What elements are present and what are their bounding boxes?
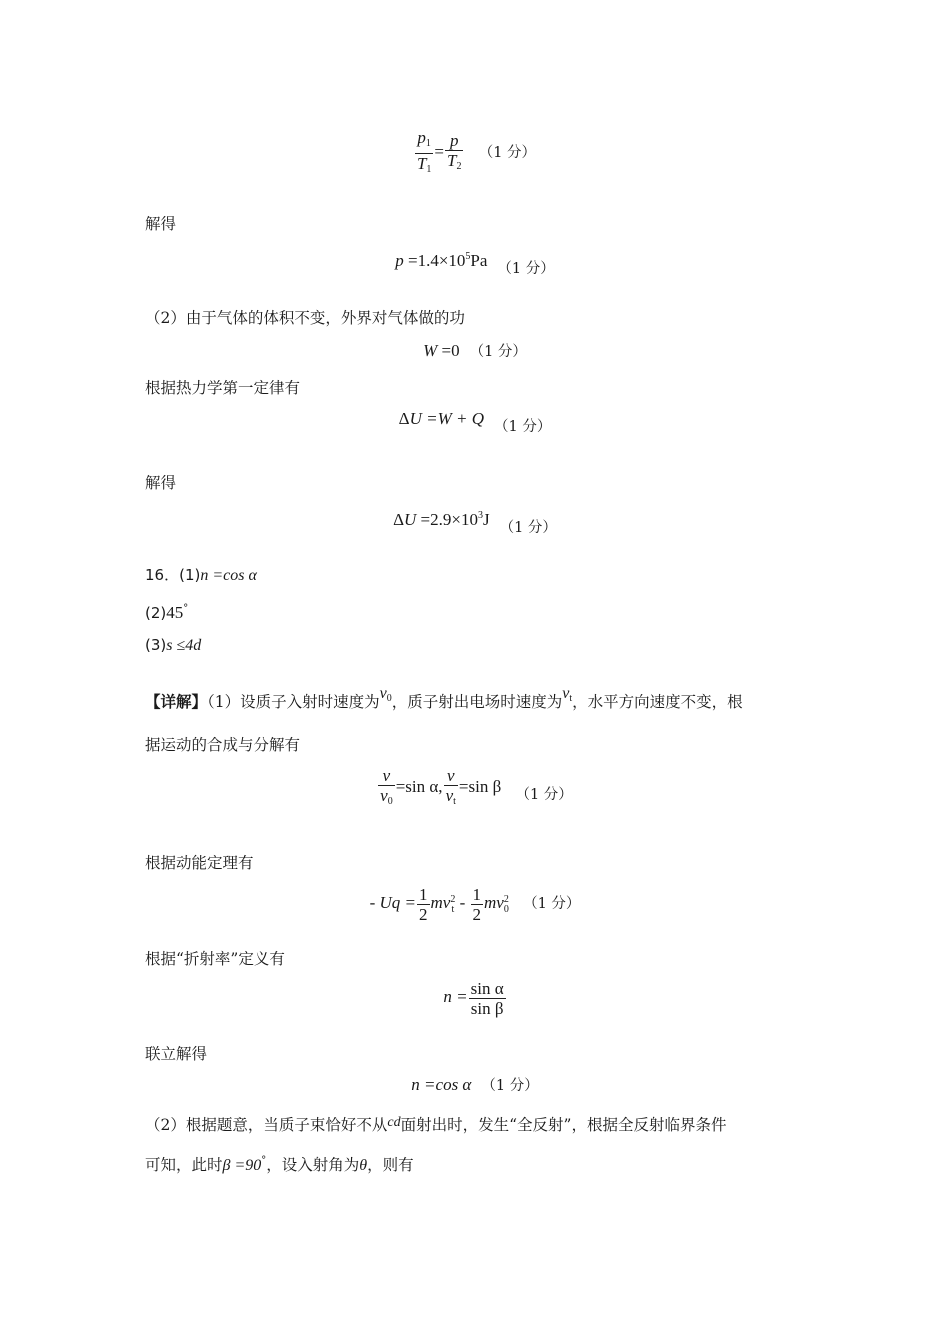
- score-label: （1 分）: [469, 344, 527, 360]
- score-label: （1 分）: [497, 261, 555, 277]
- score-label: （1 分）: [481, 1078, 539, 1094]
- q16-answer-2: (2)45°: [145, 603, 189, 622]
- equation-ideal-gas: $\frac{p_1}{T_1}$ = $\frac{p}{T_2}$ （1 分）: [0, 128, 950, 179]
- equation-sin: $\frac{v}{v_0}$ =sin α, $\frac{v}{v_t}$ =sin β （1 分）: [0, 766, 950, 811]
- fraction-p-t2: $\frac{p}{T_2}$: [447, 131, 462, 172]
- score-label: （1 分）: [515, 787, 573, 804]
- score-label: （1 分）: [523, 896, 581, 913]
- text-part2-intro: （2）由于气体的体积不变，外界对气体做的功: [145, 309, 465, 327]
- detail-tag: 【详解】: [145, 692, 208, 711]
- score-label: （1 分）: [499, 520, 557, 536]
- q16-answer-1: 16．(1)n =cos α: [145, 566, 257, 584]
- fraction-half-2: $\frac{1}{2}$: [472, 885, 481, 924]
- detail-line-1: 【详解】（1）设质子入射时速度为$v_0$，质子射出电场时速度为$v_t$，水平方向速度不变，根: [145, 685, 743, 711]
- fraction-v-vt: $\frac{v}{v_t}$: [445, 766, 456, 807]
- part2-line-2: 可知，此时β =90°，设入射角为θ，则有: [145, 1155, 414, 1174]
- part2-line-1: （2）根据题意，当质子束恰好不从cd面射出时，发生“全反射”，根据全反射临界条件: [145, 1115, 727, 1134]
- equation-pressure: $p =1.4\times 10^5Pa$ （1 分）: [395, 251, 555, 277]
- score-label: （1 分）: [478, 145, 537, 162]
- text-jiede-2: 解得: [145, 474, 177, 492]
- text-jiede-1: 解得: [145, 215, 177, 233]
- fraction-p1-t1: $\frac{p_1}{T_1}$: [416, 128, 432, 175]
- text-first-law: 根据热力学第一定律有: [145, 379, 301, 397]
- equation-delta-u: $\Delta U =2.9\times 10^3J$ （1 分）: [393, 510, 557, 536]
- detail-line-2: 据运动的合成与分解有: [145, 736, 301, 754]
- score-label: （1 分）: [494, 419, 552, 435]
- equation-refraction: n = $\frac{\text{sin α}}{\text{sin β}}$: [443, 979, 504, 1018]
- fraction-sin: $\frac{\text{sin α}}{\text{sin β}}$: [470, 979, 504, 1018]
- equation-first-law: ΔU =W + Q （1 分）: [398, 409, 552, 435]
- equation-result: n =cos α （1 分）: [411, 1075, 539, 1094]
- equation-kinetic: - Uq = $\frac{1}{2}$ mv 2 t - $\frac{1}{2}$ mv 2 0 （1 分）: [369, 885, 581, 924]
- q16-answer-3: (3)s ≤4d: [145, 636, 202, 654]
- fraction-half-1: $\frac{1}{2}$: [419, 885, 428, 924]
- equation-work: W =0 （1 分）: [423, 341, 527, 360]
- fraction-v-v0: $\frac{v}{v_0}$: [380, 766, 393, 807]
- text-kinetic: 根据动能定理有: [145, 854, 254, 872]
- text-refraction: 根据“折射率”定义有: [145, 950, 285, 968]
- text-lianli: 联立解得: [145, 1045, 208, 1063]
